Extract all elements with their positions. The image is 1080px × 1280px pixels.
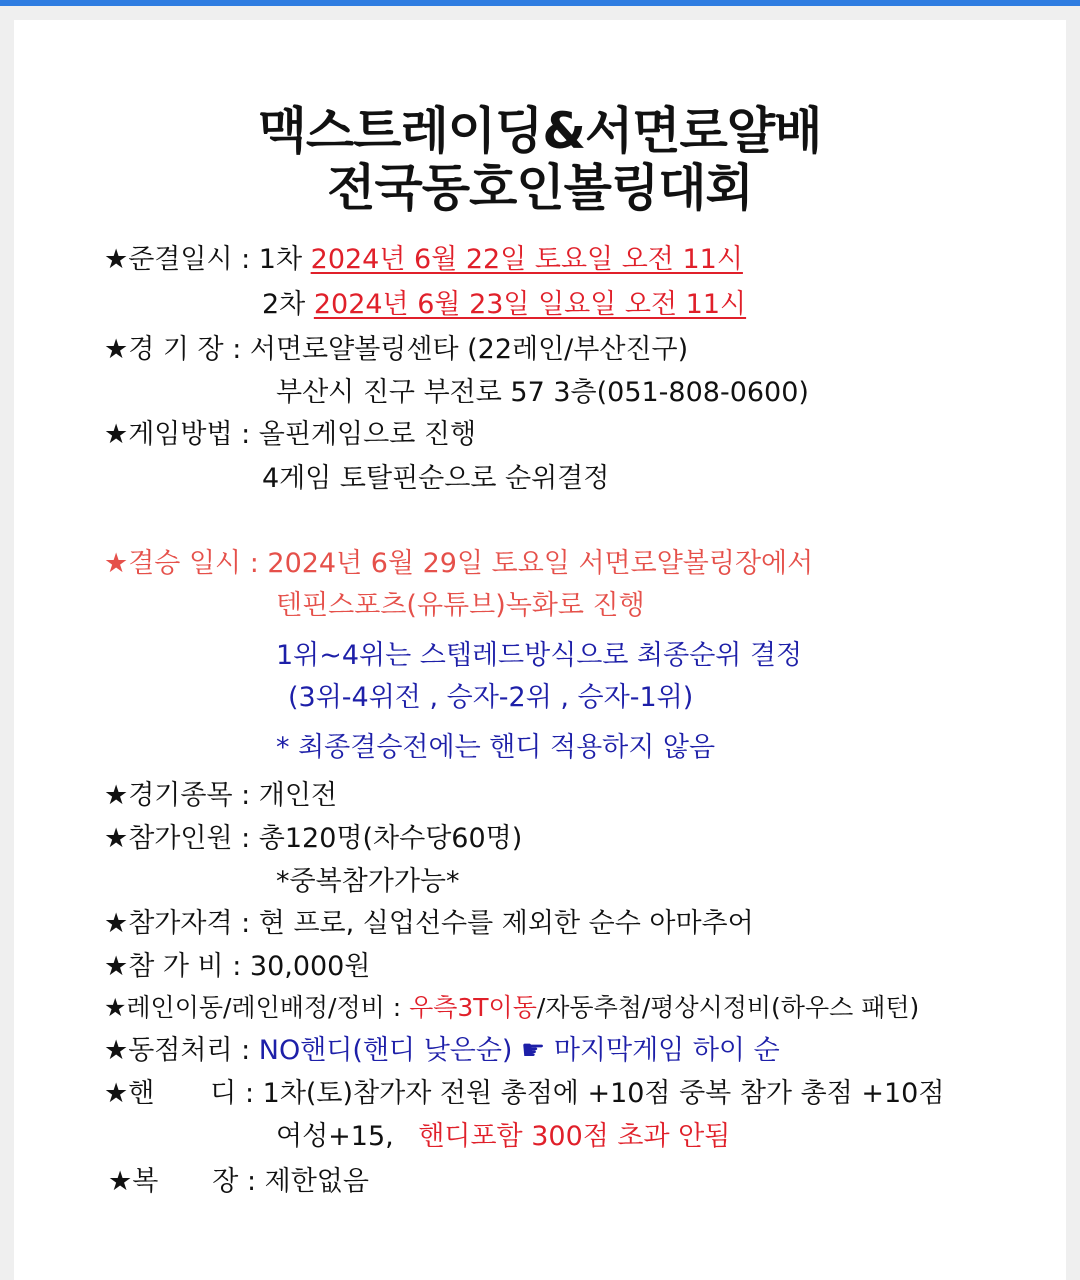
participants-row xyxy=(104,825,522,852)
handicap-label-end: 디 : xyxy=(210,1078,263,1109)
fee-row xyxy=(104,953,370,980)
lane-rest: /자동추첨/평상시정비(하우스 패턴) xyxy=(536,993,920,1022)
round2-date: 2024년 6월 23일 일요일 오전 11시 xyxy=(313,289,747,320)
venue-label: ★경 기 장 : xyxy=(104,334,250,365)
top-accent-bar xyxy=(0,0,1080,6)
round2-prefix: 2차 xyxy=(262,289,314,320)
lane-label: ★레인이동/레인배정/정비 : xyxy=(104,993,410,1022)
qualifier-round2 xyxy=(262,291,746,318)
dress-value: 제한없음 xyxy=(264,1166,369,1197)
event-type-label: ★경기종목 : xyxy=(104,780,259,811)
event-type-value: 개인전 xyxy=(258,780,338,811)
fee-value: 30,000원 xyxy=(249,951,371,982)
title-line-1: 맥스트레이딩&서면로얄배 xyxy=(258,102,822,160)
venue-address: 부산시 진구 부전로 57 3층(051-808-0600) xyxy=(276,377,809,408)
venue-name: 서면로얄볼링센타 (22레인/부산진구) xyxy=(249,334,689,365)
lane-row xyxy=(104,995,919,1020)
qualifier-label: ★준결일시 : xyxy=(104,244,259,275)
game-method-row xyxy=(104,421,476,448)
final-label: ★결승 일시 : xyxy=(104,548,268,579)
participants-note: *중복참가가능* xyxy=(276,866,460,897)
tiebreak-label: ★동점처리 : xyxy=(104,1035,259,1066)
final-date: 2024년 6월 29일 토요일 서면로얄볼링장에서 xyxy=(267,548,814,579)
final-recording: 텐핀스포츠(유튜브)녹화로 진행 xyxy=(276,590,645,621)
handicap-line2-prefix: 여성+15, xyxy=(276,1121,403,1152)
game-method-line1: 올핀게임으로 진행 xyxy=(258,419,477,450)
tiebreak-row xyxy=(104,1037,780,1064)
handicap-line2 xyxy=(276,1123,730,1150)
final-note: * 최종결승전에는 핸디 적용하지 않음 xyxy=(276,732,716,763)
venue-row xyxy=(104,336,688,363)
final-row xyxy=(104,550,813,577)
game-method-label: ★게임방법 : xyxy=(104,419,259,450)
eligibility-value: 현 프로, 실업선수를 제외한 순수 아마추어 xyxy=(258,908,754,939)
qualifier-round1 xyxy=(104,246,743,273)
handicap-label: ★핸 xyxy=(104,1078,155,1109)
dress-label: ★복 xyxy=(108,1166,159,1197)
handicap-line1: 1차(토)참가자 전원 총점에 +10점 중복 참가 총점 +10점 xyxy=(262,1078,945,1109)
final-stepladder-detail: (3위-4위전 , 승자-2위 , 승자-1위) xyxy=(288,682,694,713)
dress-row xyxy=(108,1168,369,1195)
dress-label-end: 장 : xyxy=(212,1166,265,1197)
participants-value: 총120명(차수당60명) xyxy=(258,823,523,854)
final-stepladder: 1위~4위는 스텝레드방식으로 최종순위 결정 xyxy=(276,640,803,671)
handicap-line2-red: 핸디포함 300점 초과 안됨 xyxy=(418,1121,731,1152)
handicap-row xyxy=(104,1080,944,1107)
round1-prefix: 1차 xyxy=(258,244,311,275)
fee-label: ★참 가 비 : xyxy=(104,951,250,982)
eligibility-label: ★참가자격 : xyxy=(104,908,259,939)
eligibility-row xyxy=(104,910,754,937)
game-method-line2: 4게임 토탈핀순으로 순위결정 xyxy=(262,463,610,494)
participants-label: ★참가인원 : xyxy=(104,823,259,854)
round1-date: 2024년 6월 22일 토요일 오전 11시 xyxy=(310,244,743,275)
lane-move: 우측3T이동 xyxy=(409,993,537,1022)
event-type-row xyxy=(104,782,337,809)
tiebreak-value: NO핸디(핸디 낮은순) ☛ 마지막게임 하이 순 xyxy=(258,1035,780,1066)
title-line-2: 전국동호인볼링대회 xyxy=(327,159,753,217)
